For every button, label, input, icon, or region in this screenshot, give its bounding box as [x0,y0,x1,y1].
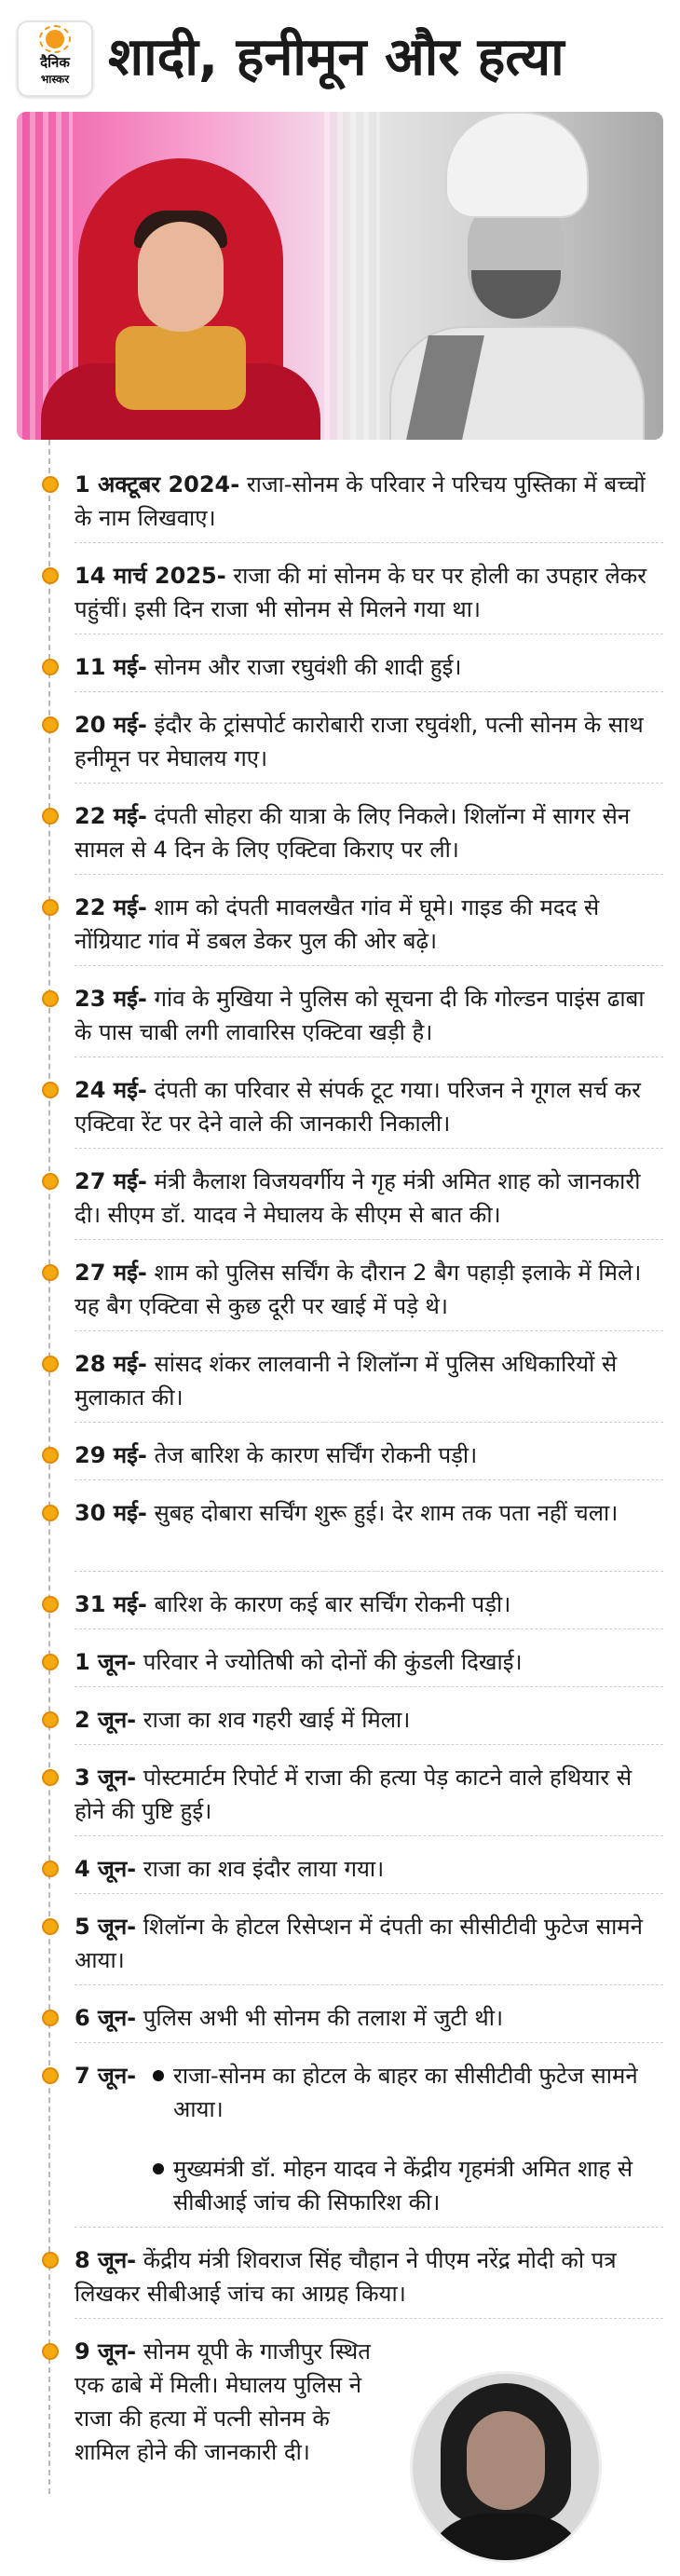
event-date: 24 मई- [75,1077,147,1103]
event-text [75,1073,660,1140]
groom-figure [371,112,650,440]
event-text [75,1496,660,1530]
event-date: 6 जून- [75,2005,137,2031]
event-divider [75,1984,663,1985]
event-description: गांव के मुखिया ने पुलिस को सूचना दी कि गोल्डन पाइंस ढाबा के पास चाबी लगी लावारिस एक्टिवा खड़ी है। [75,986,645,1045]
event-description: सोनम यूपी के गाजीपुर स्थित एक ढाबे में मिली। मेघालय पुलिस ने राजा की हत्या में पत्नी सोनम के शामिल होने की जानकारी दी। [75,2338,371,2465]
event-divider [75,1835,663,1836]
event-divider [75,783,663,784]
event-text [75,1852,660,1886]
event-description: इंदौर के ट्रांसपोर्ट कारोबारी राजा रघुवंशी, पत्नी सोनम के साथ हनीमून पर मेघालय गए। [75,712,644,771]
event-date: 28 मई- [75,1351,147,1377]
timeline-dot [42,1082,59,1098]
event-description: शाम को दंपती मावलखैत गांव में घूमे। गाइड की मदद से नोंग्रियाट गांव में डबल डेकर पुल की ओर बढ़े। [75,894,600,954]
sub-bullet-dot [153,2070,164,2081]
event-text [75,708,660,775]
event-text [75,650,660,684]
timeline-dot [42,1711,59,1728]
event-description: बारिश के कारण कई बार सर्चिंग रोकनी पड़ी। [146,1591,511,1617]
event-text [75,1438,660,1472]
event-description: सुबह दोबारा सर्चिंग शुरू हुई। देर शाम तक पता नहीं चला। [146,1500,619,1526]
timeline-dot [42,476,59,493]
event-description: शाम को पुलिस सर्चिंग के दौरान 2 बैग पहाड़ी इलाके में मिले। यह बैग एक्टिवा से कुछ दूरी पर खाई में पड़े थे। [75,1260,642,1319]
header [0,0,680,112]
logo-text-line2: भास्कर [40,73,70,86]
timeline [0,440,680,2576]
timeline-line [48,440,50,2494]
event-text [75,1165,660,1232]
event-text [75,1256,660,1323]
event-date-label: 7 जून- [75,2063,137,2089]
event-divider [75,1330,663,1331]
event-date: 11 मई- [75,654,147,680]
timeline-dot [42,990,59,1007]
timeline-dot [42,2010,59,2026]
page-title: शादी, हनीमून और हत्या [108,27,564,88]
timeline-dot [42,808,59,825]
event-text [75,468,660,535]
timeline-dot [42,1918,59,1935]
event-description: पोस्टमार्टम रिपोर्ट में राजा की हत्या पेड़ काटने वाले हथियार से होने की पुष्टि हुई। [75,1765,632,1824]
event-date: 1 जून- [75,1649,137,1675]
event-date: 29 मई- [75,1442,147,1468]
event-date: 20 मई- [75,712,147,738]
event-text [75,891,660,958]
event-date: 3 जून- [75,1765,137,1791]
dainik-bhaskar-logo [17,20,93,97]
event-description: पुलिस अभी भी सोनम की तलाश में जुटी थी। [136,2005,504,2031]
event-text [75,2335,391,2469]
timeline-dot [42,899,59,916]
timeline-dot [42,659,59,675]
event-divider [75,1893,663,1894]
event-description: राजा-सोनम के परिवार ने परिचय पुस्तिका में बच्चों के नाम लिखवाए। [75,471,646,531]
event-date: 8 जून- [75,2247,137,2273]
event-divider [75,965,663,966]
timeline-dot [42,1447,59,1464]
event-description: परिवार ने ज्योतिषी को दोनों की कुंडली दिखाई। [136,1649,523,1675]
event-text [75,1347,660,1414]
event-divider [75,874,663,875]
event-text [75,1703,660,1737]
event-description: राजा का शव इंदौर लाया गया। [136,1856,385,1882]
event-date: 22 मई- [75,894,147,920]
event-description: दंपती का परिवार से संपर्क टूट गया। परिजन ने गूगल सर्च कर एक्टिवा रेंट पर देने वाले की जानकारी निकाली। [75,1077,641,1137]
logo-text-line1: दैनिक [40,54,70,71]
timeline-dot [42,2343,59,2360]
event-divider [75,1571,663,1572]
event-text [75,799,660,866]
timeline-dot [42,716,59,733]
timeline-dot [42,1654,59,1670]
event-divider [75,1056,663,1057]
event-description: तेज बारिश के कारण सर्चिंग रोकनी पड़ी। [146,1442,478,1468]
event-divider [75,1239,663,1240]
timeline-dot [42,2252,59,2269]
timeline-dot [42,1596,59,1613]
timeline-dot [42,2067,59,2084]
sub-event-text: मुख्यमंत्री डॉ. मोहन यादव ने केंद्रीय गृहमंत्री अमित शाह से सीबीआई जांच की सिफारिश की। [173,2156,633,2215]
timeline-dot [42,1769,59,1786]
event-description: राजा का शव गहरी खाई में मिला। [136,1707,411,1733]
event-text [75,1588,660,1621]
event-date: 23 मई- [75,986,147,1012]
event-text [75,2001,660,2035]
event-divider [75,1148,663,1149]
event-date: 27 मई- [75,1260,147,1286]
event-divider [75,2227,663,2228]
event-divider [75,2042,663,2043]
event-divider [75,691,663,692]
event-text [75,1645,660,1679]
event-date: 30 मई- [75,1500,147,1526]
event-text [75,982,660,1049]
timeline-dot [42,567,59,584]
event-date: 1 अक्टूबर 2024- [75,471,240,497]
sub-bullet-dot [153,2163,164,2174]
event-divider [75,542,663,543]
event-date: 22 मई- [75,803,147,829]
event-divider [75,1744,663,1745]
timeline-dot [42,1173,59,1190]
event-date: 31 मई- [75,1591,147,1617]
timeline-dot [42,1356,59,1372]
timeline-dot [42,1264,59,1281]
event-date: 2 जून- [75,1707,137,1733]
timeline-dot [42,1505,59,1521]
event-date: 9 जून- [75,2338,137,2365]
event-description: केंद्रीय मंत्री शिवराज सिंह चौहान ने पीएम नरेंद्र मोदी को पत्र लिखकर सीबीआई जांच का आग्रह किया। [75,2247,617,2307]
event-divider [75,2318,663,2319]
event-description: राजा की मां सोनम के घर पर होली का उपहार लेकर पहुंचीं। इसी दिन राजा भी सोनम से मिलने गया था। [75,563,647,622]
event-description: मंत्री कैलाश विजयवर्गीय ने गृह मंत्री अमित शाह को जानकारी दी। सीएम डॉ. यादव ने मेघालय के सीएम से बात की। [75,1168,641,1228]
sun-icon [46,30,64,48]
event-description: सोनम और राजा रघुवंशी की शादी हुई। [146,654,462,680]
event-text [75,1761,660,1828]
timeline-dot [42,1860,59,1877]
event-date: 4 जून- [75,1856,137,1882]
event-text [75,1910,660,1977]
event-date [75,2059,186,2092]
event-description: दंपती सोहरा की यात्रा के लिए निकले। शिलॉन्ग में सागर सेन सामल से 4 दिन के लिए एक्टिवा किराए पर ली। [75,803,631,863]
sonam-portrait [410,2371,602,2563]
event-description: सांसद शंकर लालवानी ने शिलॉन्ग में पुलिस अधिकारियों से मुलाकात की। [75,1351,618,1411]
event-date: 5 जून- [75,1914,137,1940]
wedding-photo [17,112,663,440]
event-date: 27 मई- [75,1168,147,1194]
event-date: 14 मार्च 2025- [75,563,226,589]
event-text [75,559,660,626]
event-divider [75,1686,663,1687]
sub-event-text: राजा-सोनम का होटल के बाहर का सीसीटीवी फुटेज सामने आया। [173,2063,638,2122]
event-description: शिलॉन्ग के होटल रिसेप्शन में दंपती का सीसीटीवी फुटेज सामने आया। [75,1914,643,1973]
event-divider [75,1479,663,1480]
event-divider [75,1422,663,1423]
bride-figure [41,149,320,440]
event-text [75,2243,660,2310]
